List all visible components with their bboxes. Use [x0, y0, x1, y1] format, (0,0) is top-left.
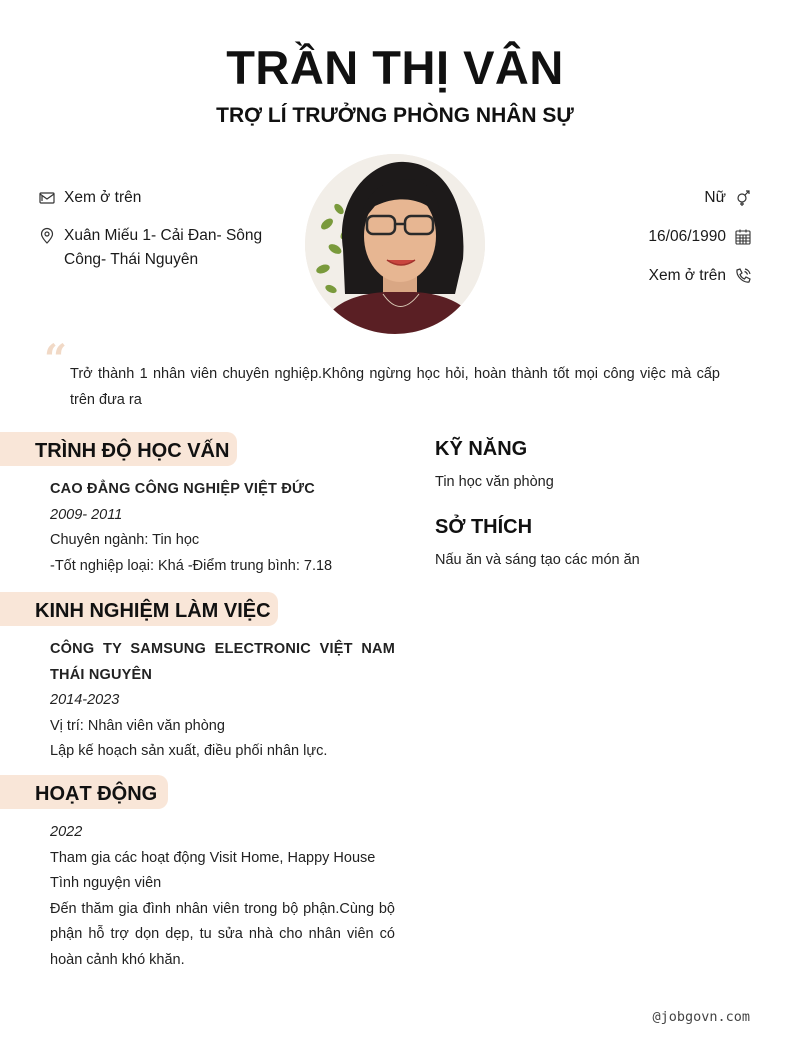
gender-icon [734, 189, 752, 207]
education-heading: TRÌNH ĐỘ HỌC VẤN [0, 432, 237, 466]
contact-email [38, 186, 288, 210]
contact-right [502, 186, 752, 303]
education-major: Chuyên ngành: Tin học [50, 532, 200, 548]
activities-line1: Tham gia các hoạt động Visit Home, Happy House [50, 849, 376, 866]
hobbies-heading: SỞ THÍCH [435, 516, 533, 538]
experience-position: Vị trí: Nhân viên văn phòng [50, 717, 225, 734]
education-period: 2009- 2011 [50, 506, 123, 523]
profile-photo [305, 154, 485, 334]
contact-birthday [502, 225, 752, 249]
career-objective: Trở thành 1 nhân viên chuyên nghiệp.Không ngừng học hỏi, hoàn thành tốt mọi công việc mà cấp trên đưa ra [70, 366, 720, 408]
footer-watermark: @jobgovn.com [652, 1009, 750, 1025]
phone-icon [734, 267, 752, 285]
skills-text: Tin học văn phòng [435, 474, 554, 490]
contact-address [38, 224, 288, 272]
school-name: CAO ĐẲNG CÔNG NGHIỆP VIỆT ĐỨC [50, 481, 315, 497]
contact-phone-value: Xem ở trên [648, 267, 726, 284]
contact-email-value: Xem ở trên [64, 189, 142, 206]
activities-heading: HOẠT ĐỘNG [0, 775, 168, 809]
job-title: TRỢ LÍ TRƯỞNG PHÒNG NHÂN SỰ [216, 104, 574, 127]
contact-left [38, 186, 288, 286]
quote-icon: “ [44, 336, 68, 383]
contact-address-value: Xuân Miếu 1- Cải Đan- Sông Công- Thái Nguyên [64, 227, 263, 268]
contact-phone [502, 264, 752, 288]
education-block [50, 477, 395, 579]
activities-line2: Tình nguyện viên [50, 875, 162, 891]
candidate-name: TRẦN THỊ VÂN [226, 41, 564, 94]
activities-period: 2022 [50, 824, 83, 840]
skills-heading: KỸ NĂNG [435, 438, 528, 460]
experience-duties: Lập kế hoạch sản xuất, điều phối nhân lực. [50, 743, 328, 759]
experience-heading: KINH NGHIỆM LÀM VIỆC [0, 592, 278, 626]
map-pin-icon [38, 227, 56, 245]
hobbies-text: Nấu ăn và sáng tạo các món ăn [435, 552, 640, 568]
contact-gender-value: Nữ [704, 189, 726, 206]
activities-line3: Đến thăm gia đình nhân viên trong bộ phận.Cùng bộ phận hỗ trợ dọn dẹp, tu sửa nhà cho nhân viên có hoàn cảnh khó khăn. [50, 900, 395, 968]
education-result: -Tốt nghiệp loại: Khá -Điểm trung bình: 7.18 [50, 557, 333, 574]
envelope-icon [38, 189, 56, 207]
contact-gender [502, 186, 752, 210]
contact-birthday-value: 16/06/1990 [648, 228, 726, 245]
activities-block [50, 820, 395, 973]
calendar-icon [734, 228, 752, 246]
experience-block [50, 637, 395, 765]
experience-period: 2014-2023 [50, 692, 120, 708]
company-name: CÔNG TY SAMSUNG ELECTRONIC VIỆT NAM THÁI NGUYÊN [50, 641, 395, 683]
